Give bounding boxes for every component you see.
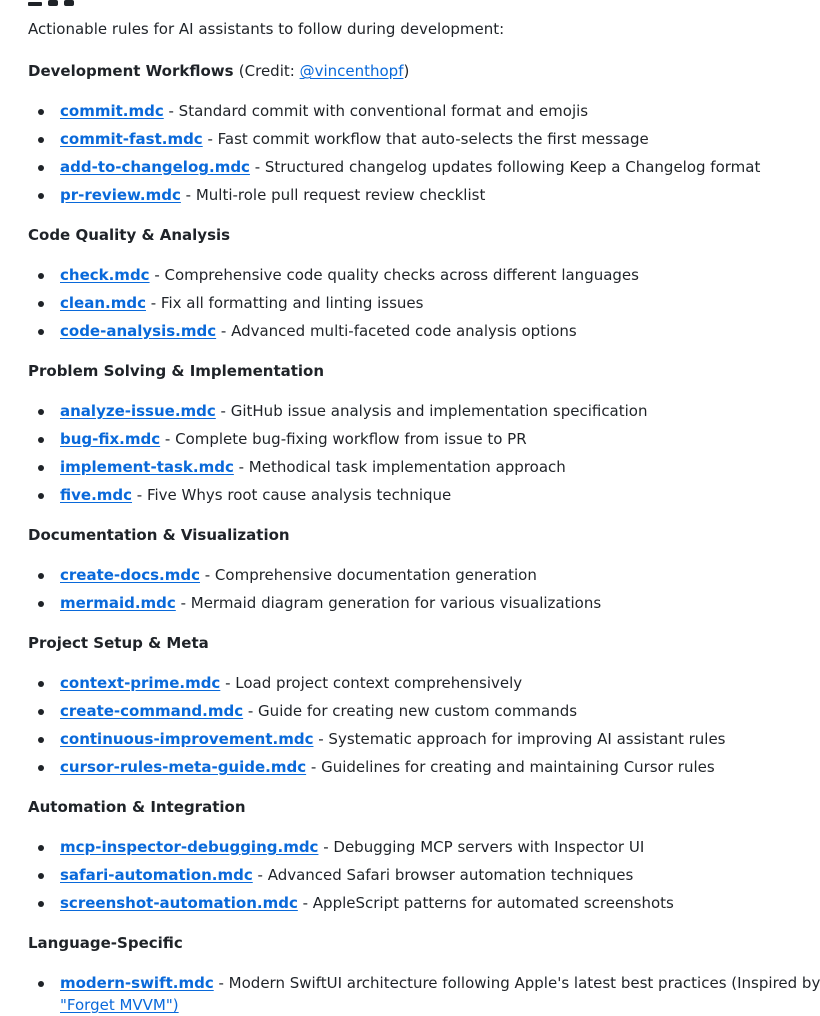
section-automation <box>28 796 674 920</box>
section-heading: Problem Solving & Implementation <box>28 362 325 380</box>
list-item: mermaid.mdc - Mermaid diagram generation for various visualizations <box>28 592 601 620</box>
list-item: clean.mdc - Fix all formatting and linting issues <box>28 292 639 320</box>
section-development-workflows <box>28 60 760 212</box>
list-item: commit.mdc - Standard commit with conventional format and emojis <box>28 100 760 128</box>
rules-list <box>28 400 648 512</box>
rule-link[interactable]: commit.mdc <box>60 102 164 120</box>
list-item: safari-automation.mdc - Advanced Safari browser automation techniques <box>28 864 674 892</box>
list-item: create-docs.mdc - Comprehensive documentation generation <box>28 564 601 592</box>
rule-link[interactable]: implement-task.mdc <box>60 458 234 476</box>
list-item: continuous-improvement.mdc - Systematic approach for improving AI assistant rules <box>28 728 726 756</box>
rule-link[interactable]: add-to-changelog.mdc <box>60 158 250 176</box>
section-problem-solving <box>28 360 648 512</box>
rules-list <box>28 972 820 1000</box>
credit-link[interactable]: @vincenthopf <box>299 62 404 80</box>
rule-link[interactable]: create-docs.mdc <box>60 566 200 584</box>
section-code-quality <box>28 224 639 348</box>
rule-link[interactable]: commit-fast.mdc <box>60 130 203 148</box>
rules-list <box>28 564 601 620</box>
rule-link[interactable]: screenshot-automation.mdc <box>60 894 298 912</box>
list-item: commit-fast.mdc - Fast commit workflow that auto-selects the first message <box>28 128 760 156</box>
rule-link[interactable]: create-command.mdc <box>60 702 244 720</box>
forget-mvvm-link[interactable]: "Forget MVVM") <box>60 996 179 1014</box>
rule-link[interactable]: continuous-improvement.mdc <box>60 730 314 748</box>
list-item: check.mdc - Comprehensive code quality checks across different languages <box>28 264 639 292</box>
rule-link[interactable]: clean.mdc <box>60 294 146 312</box>
rule-link[interactable]: pr-review.mdc <box>60 186 181 204</box>
section-heading: Development Workflows (Credit: @vincenthopf) <box>28 62 410 80</box>
list-item: context-prime.mdc - Load project context comprehensively <box>28 672 726 700</box>
rules-list <box>28 836 674 920</box>
section-heading: Language-Specific <box>28 934 183 952</box>
list-item: cursor-rules-meta-guide.mdc - Guidelines for creating and maintaining Cursor rules <box>28 756 726 784</box>
list-item: code-analysis.mdc - Advanced multi-faceted code analysis options <box>28 320 639 348</box>
list-item: modern-swift.mdc - Modern SwiftUI architecture following Apple's latest best practices (Inspired by <box>28 972 820 1000</box>
intro-text: Actionable rules for AI assistants to follow during development: <box>28 20 505 38</box>
rule-link[interactable]: mermaid.mdc <box>60 594 176 612</box>
rule-link[interactable]: safari-automation.mdc <box>60 866 253 884</box>
list-item: add-to-changelog.mdc - Structured changelog updates following Keep a Changelog format <box>28 156 760 184</box>
section-language-specific <box>28 932 820 1016</box>
rule-link[interactable]: modern-swift.mdc <box>60 974 214 992</box>
section-heading: Code Quality & Analysis <box>28 226 231 244</box>
list-item: mcp-inspector-debugging.mdc - Debugging MCP servers with Inspector UI <box>28 836 674 864</box>
list-item: create-command.mdc - Guide for creating new custom commands <box>28 700 726 728</box>
section-documentation <box>28 524 601 620</box>
rules-list <box>28 100 760 212</box>
credit-text: (Credit: @vincenthopf) <box>238 62 410 80</box>
rule-link[interactable]: mcp-inspector-debugging.mdc <box>60 838 319 856</box>
heading-icon <box>28 2 42 6</box>
section-project-setup <box>28 632 726 784</box>
rules-list <box>28 264 639 348</box>
rule-link[interactable]: code-analysis.mdc <box>60 322 217 340</box>
section-heading: Project Setup & Meta <box>28 634 209 652</box>
list-item: screenshot-automation.mdc - AppleScript patterns for automated screenshots <box>28 892 674 920</box>
rule-link[interactable]: five.mdc <box>60 486 133 504</box>
list-item: five.mdc - Five Whys root cause analysis technique <box>28 484 648 512</box>
rule-link[interactable]: bug-fix.mdc <box>60 430 161 448</box>
list-item: pr-review.mdc - Multi-role pull request review checklist <box>28 184 760 212</box>
rules-list <box>28 672 726 784</box>
section-heading: Documentation & Visualization <box>28 526 290 544</box>
cut-off-heading <box>28 0 74 6</box>
rule-link[interactable]: cursor-rules-meta-guide.mdc <box>60 758 307 776</box>
list-item: implement-task.mdc - Methodical task implementation approach <box>28 456 648 484</box>
list-item: bug-fix.mdc - Complete bug-fixing workflow from issue to PR <box>28 428 648 456</box>
rule-link[interactable]: context-prime.mdc <box>60 674 221 692</box>
list-item: analyze-issue.mdc - GitHub issue analysis and implementation specification <box>28 400 648 428</box>
rule-link[interactable]: analyze-issue.mdc <box>60 402 216 420</box>
section-heading: Automation & Integration <box>28 798 246 816</box>
rule-link[interactable]: check.mdc <box>60 266 150 284</box>
